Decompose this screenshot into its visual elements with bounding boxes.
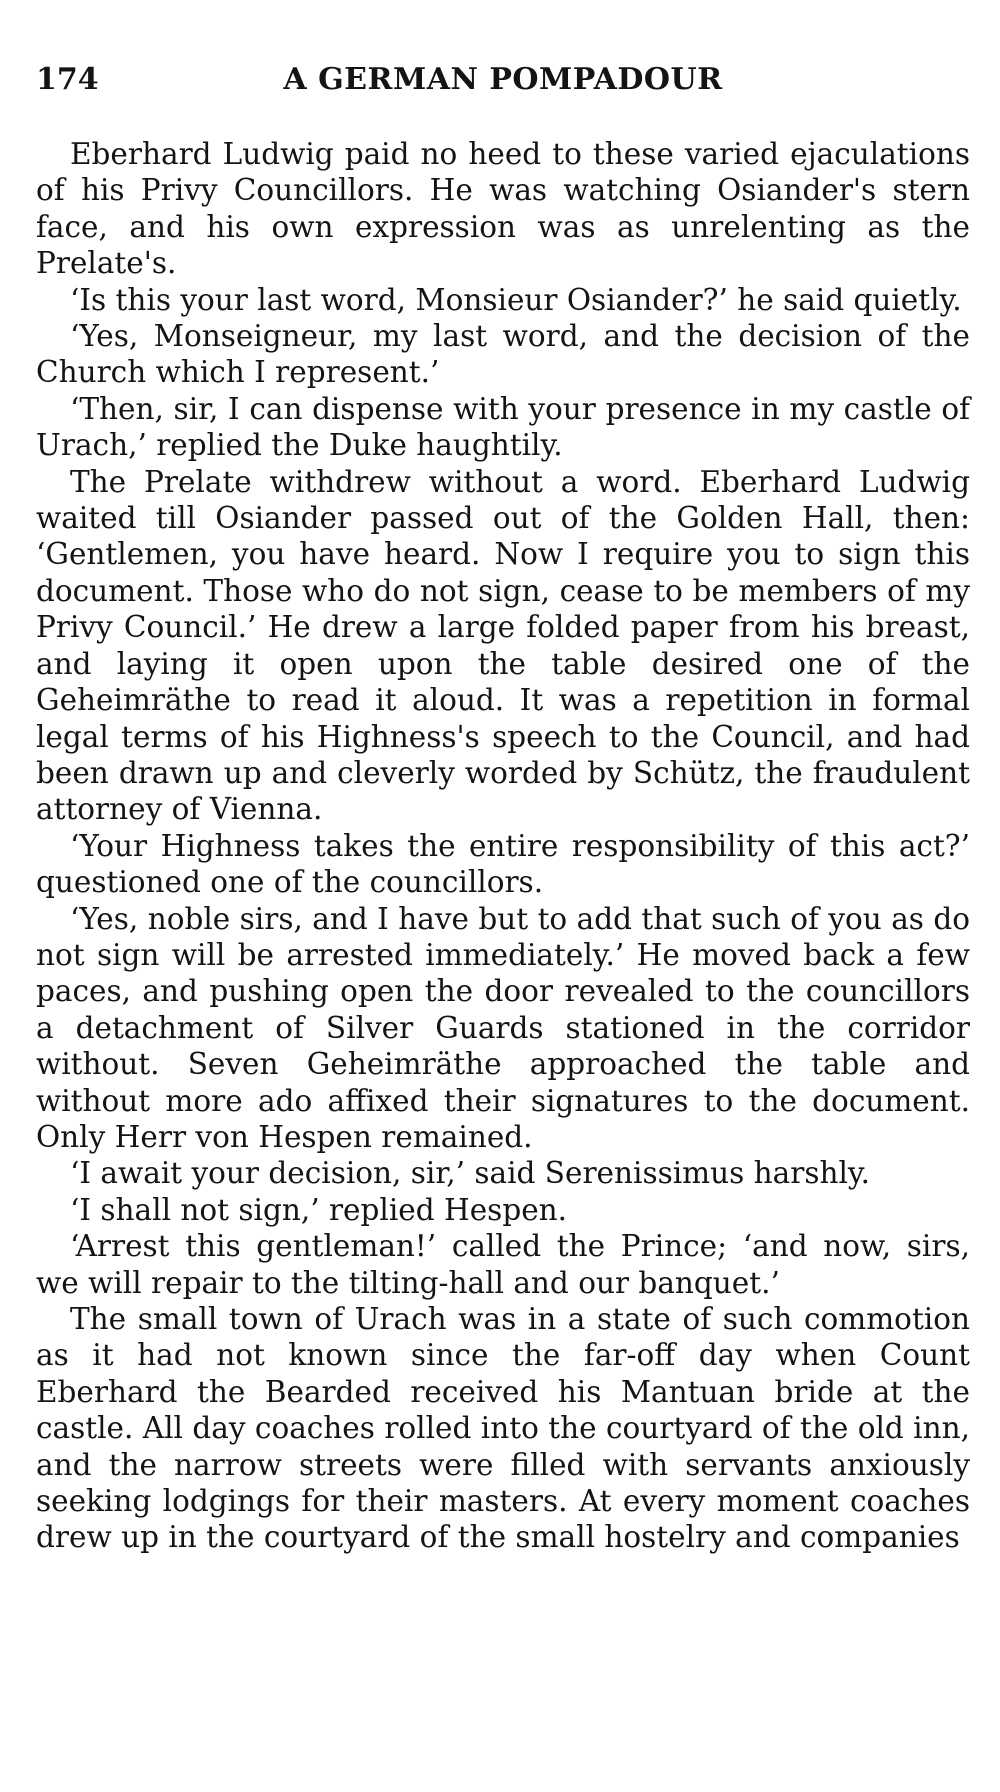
paragraph: ‘I await your decision, sir,’ said Serenissimus harshly. [70, 1156, 871, 1191]
paragraph: ‘Is this your last word, Monsieur Osiander?’ he said quietly. [70, 282, 962, 317]
paragraph: ‘Then, sir, I can dispense with your presence in my castle of Urach,’ replied the Duke haughtily. [36, 391, 970, 463]
paragraph: The small town of Urach was in a state of such commotion as it had not known since the far-off day when Count Eberhard the Bearded received his Mantuan bride at the castle. All day coaches rolled into the courtyard of the old inn, and the narrow streets were filled with servants anxiously seeking lodgings for their masters. At every moment coaches drew up in the courtyard of the small hostelry and companies [36, 1302, 970, 1555]
running-head [36, 60, 970, 100]
body-text [36, 136, 970, 1556]
book-title: A GERMAN POMPADOUR [283, 62, 723, 97]
paragraph: ‘Arrest this gentleman!’ called the Prince; ‘and now, sirs, we will repair to the tilting-hall and our banquet.’ [36, 1229, 970, 1300]
page-number: 174 [36, 62, 99, 97]
paragraph: ‘I shall not sign,’ replied Hespen. [70, 1192, 568, 1227]
paragraph: ‘Yes, noble sirs, and I have but to add that such of you as do not sign will be arrested immediately.’ He moved back a few paces, and pushing open the door revealed to the councillors a detachment of Silver Guards stationed in the corridor without. Seven Geheimräthe approached the table and without more ado affixed their signatures to the document. Only Herr von Hespen remained. [36, 901, 970, 1154]
paragraph: ‘Your Highness takes the entire responsibility of this act?’ questioned one of the councillors. [36, 828, 970, 900]
paragraph: The Prelate withdrew without a word. Eberhard Ludwig waited till Osiander passed out of the Golden Hall, then: ‘Gentlemen, you have heard. Now I require you to sign this document. Those who do not sign, cease to be members of my Privy Council.’ He drew a large folded paper from his breast, and laying it open upon the table desired one of the Geheimräthe to read it aloud. It was a repetition in formal legal terms of his Highness's speech to the Council, and had been drawn up and cleverly worded by Schütz, the fraudulent attorney of Vienna. [36, 464, 970, 827]
paragraph: ‘Yes, Monseigneur, my last word, and the decision of the Church which I represent.’ [36, 319, 970, 390]
paragraph: Eberhard Ludwig paid no heed to these varied ejaculations of his Privy Councillors. He was watching Osiander's stern face, and his own expression was as unrelenting as the Prelate's. [36, 137, 970, 281]
